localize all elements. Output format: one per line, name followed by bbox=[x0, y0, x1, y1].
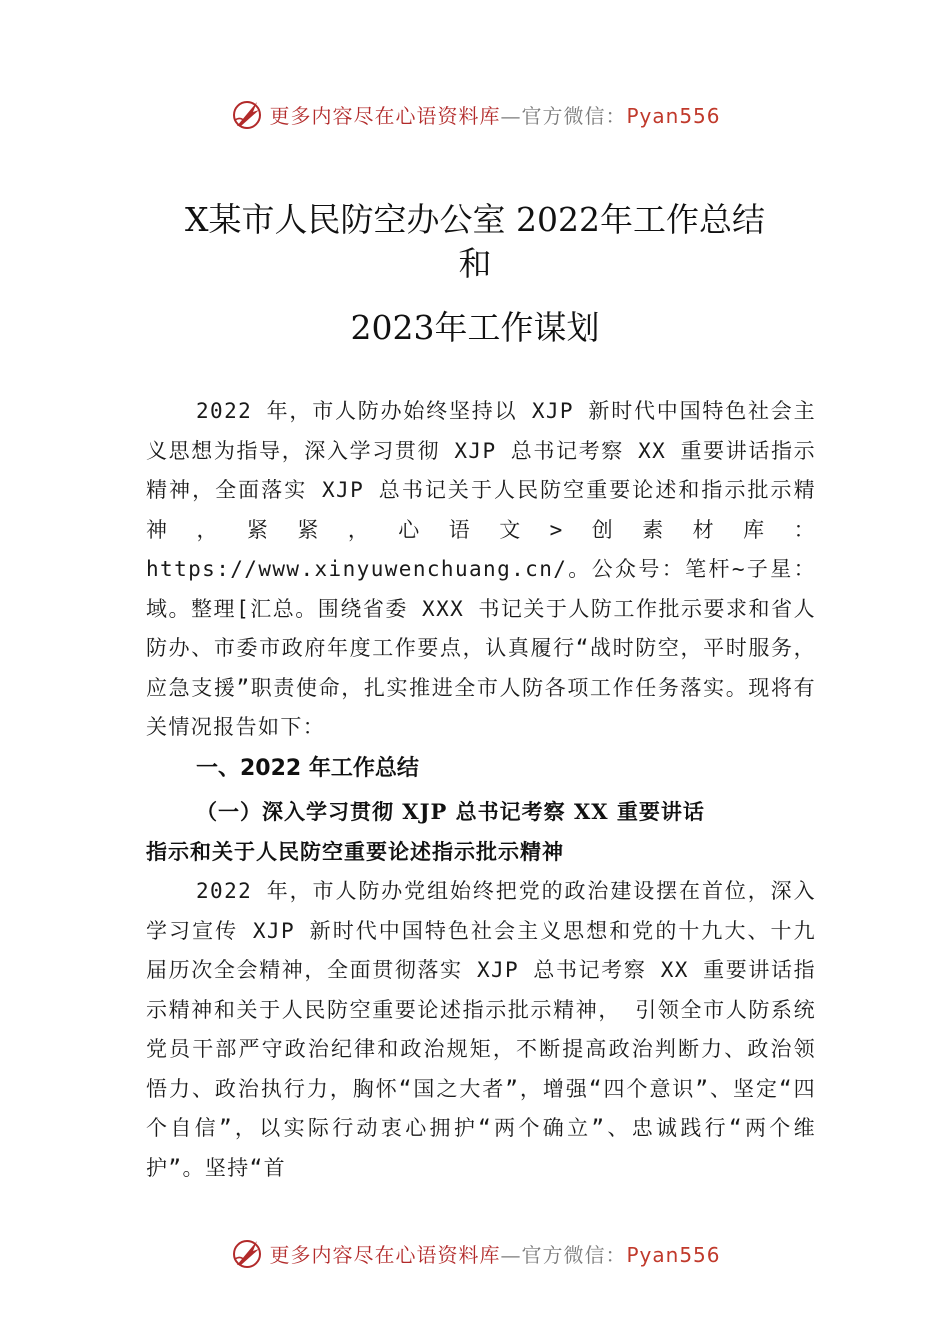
header-watermark bbox=[0, 92, 950, 136]
document-title-line1: X某市人民防空办公室 2022年工作总结 bbox=[185, 200, 765, 239]
section-heading: 一、2022 年工作总结 bbox=[196, 756, 419, 781]
intro-paragraph: 2022 年，市人防办始终坚持以 XJP 新时代中国特色社会主义思想为指导，深入学习贯彻 XJP 总书记考察 XX 重要讲话指示精神，全面落实 XJP 总书记关于人民防空重要论述和指示批示精神，紧紧，心语文>创素材库：https://www.xinyuwenchuang.cn/。公众号：笔杆~子星：域。整理[汇总。围绕省委 XXX 书记关于人防工作批示要求和省人防办、市委市政府年度工作要点，认真履行“战时防空，平时服务，应急支援”职责使命，扎实推进全市人防各项工作任务落实。现将有关情况报告如下： bbox=[146, 399, 816, 739]
document-title-line3: 2023年工作谋划 bbox=[350, 308, 600, 347]
watermark-text bbox=[269, 100, 720, 129]
document-title-line2: 和 bbox=[458, 244, 492, 283]
watermark-main: 更多内容尽在心语资料库 bbox=[269, 103, 501, 128]
watermark-id: Pyan556 bbox=[626, 1242, 721, 1267]
watermark-id: Pyan556 bbox=[626, 103, 721, 128]
body-paragraph: 2022 年，市人防办党组始终把党的政治建设摆在首位，深入学习宣传 XJP 新时代中国特色社会主义思想和党的十九大、十九届历次全会精神，全面贯彻落实 XJP 总书记考察 XX 重要讲话指示精神和关于人民防空重要论述指示批示精神， 引领全市人防系统党员干部严守政治纪律和政治规矩，不断提高政治判断力、政治领悟力、政治执行力，胸怀“国之大者”，增强“四个意识”、坚定“四个自信”，以实际行动衷心拥护“两个确立”、忠诚践行“两个维护”。坚持“首 bbox=[146, 879, 816, 1180]
watermark-separator: —官方微信： bbox=[500, 103, 627, 128]
watermark-main: 更多内容尽在心语资料库 bbox=[269, 1242, 501, 1267]
watermark-separator: —官方微信： bbox=[500, 1242, 627, 1267]
quill-logo-icon bbox=[229, 96, 265, 132]
watermark-text bbox=[269, 1239, 720, 1268]
footer-watermark bbox=[0, 1231, 950, 1275]
quill-logo-icon bbox=[229, 1235, 265, 1271]
subsection-heading-line1: （一）深入学习贯彻 XJP 总书记考察 XX 重要讲话 bbox=[196, 799, 705, 824]
subsection-heading-line2: 指示和关于人民防空重要论述指示批示精神 bbox=[146, 839, 564, 864]
